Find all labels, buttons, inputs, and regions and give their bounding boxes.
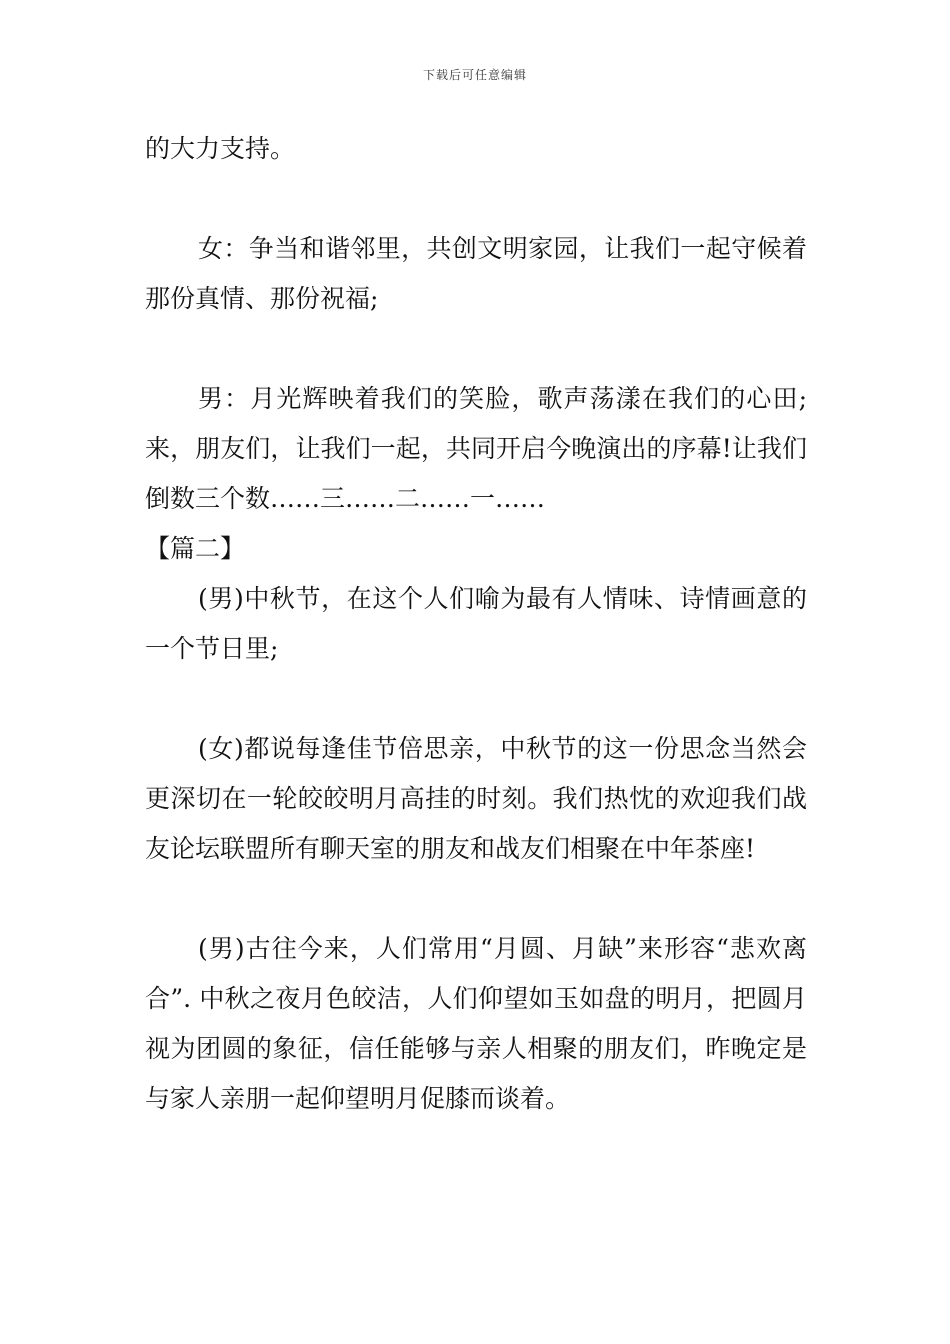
paragraph-female-line: 女：争当和谐邻里，共创文明家园，让我们一起守候着那份真情、那份祝福; [145, 234, 807, 313]
document-body [145, 124, 807, 1124]
paragraph-male-opening: (男)中秋节，在这个人们喻为最有人情味、诗情画意的一个节日里; [145, 584, 807, 663]
paragraph-male-moon: (男)古往今来，人们常用“月圆、月缺”来形容“悲欢离合”. 中秋之夜月色皎洁，人们仰望如玉如盘的明月，把圆月视为团圆的象征，信任能够与亲人相聚的朋友们，昨晚定是与家人亲朋一起仰望明月促膝而谈着。 [145, 934, 807, 1113]
paragraph-male-line: 男：月光辉映着我们的笑脸，歌声荡漾在我们的心田;来，朋友们，让我们一起，共同开启今晚演出的序幕!让我们倒数三个数……三……二……一…… [145, 384, 807, 513]
section-title: 【篇二】 [145, 534, 246, 563]
paragraph-continuation: 的大力支持。 [145, 134, 296, 163]
header-note: 下载后可任意编辑 [422, 68, 527, 82]
paragraph-female-welcome: (女)都说每逢佳节倍思亲，中秋节的这一份思念当然会更深切在一轮皎皎明月高挂的时刻。我们热忱的欢迎我们战友论坛联盟所有聊天室的朋友和战友们相聚在中年茶座! [145, 734, 807, 863]
